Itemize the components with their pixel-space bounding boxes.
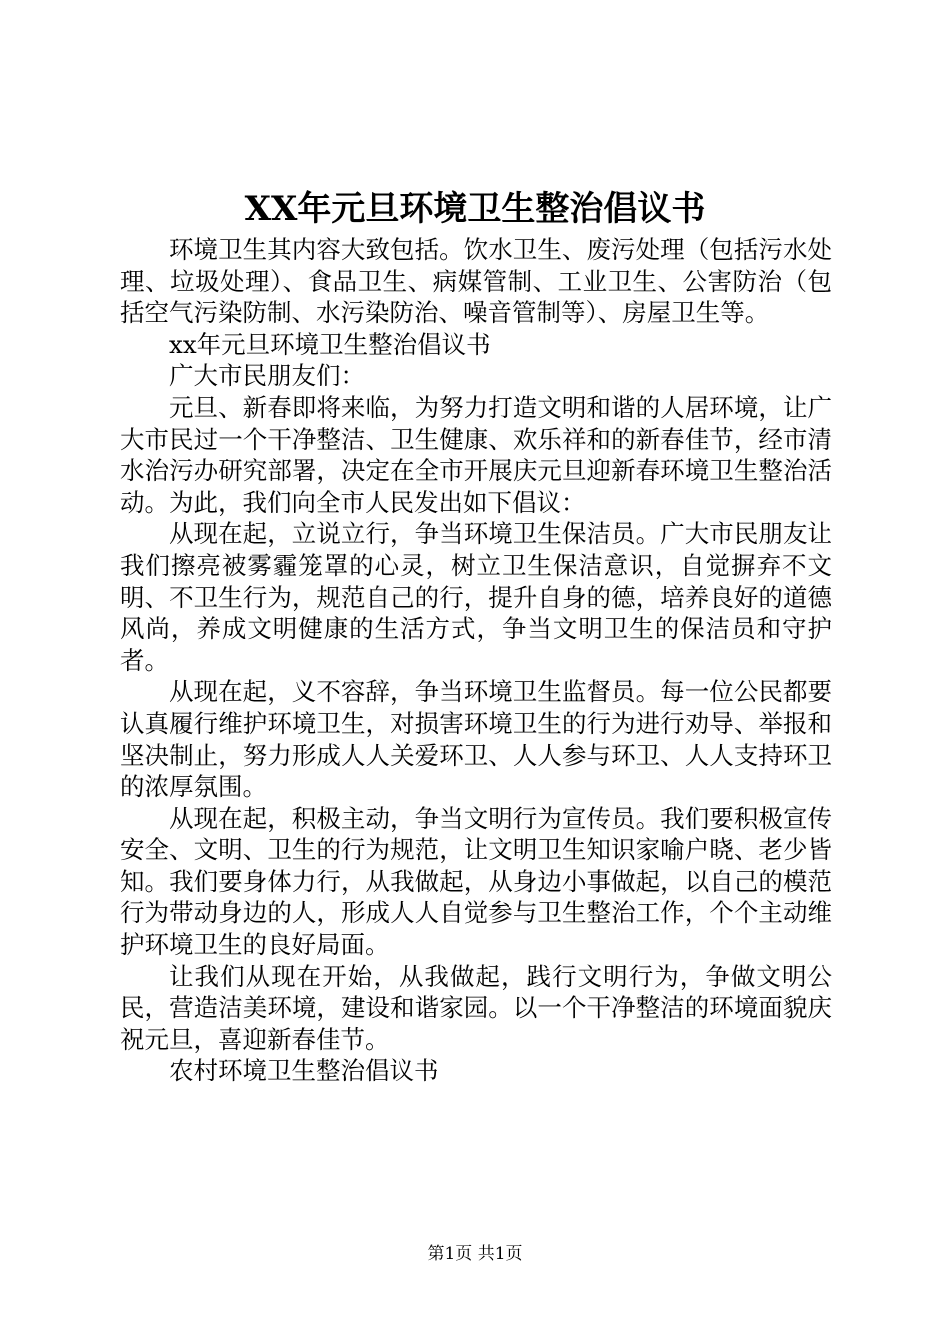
- page-footer: 第1页 共1页: [427, 1244, 523, 1264]
- document-body: [120, 234, 832, 1087]
- paragraph-promoter: 从现在起，积极主动，争当文明行为宣传员。我们要积极宣传安全、文明、卫生的行为规范，让文明卫生知识家喻户晓、老少皆知。我们要身体力行，从我做起，从身边小事做起，以自己的模范行为带动身边的人，形成人人自觉参与卫生整治工作，个个主动维护环境卫生的良好局面。: [120, 803, 832, 960]
- paragraph-cleaner: 从现在起，立说立行，争当环境卫生保洁员。广大市民朋友让我们擦亮被雾霾笼罩的心灵，树立卫生保洁意识，自觉摒弃不文明、不卫生行为，规范自己的行，提升自身的德，培养良好的道德风尚，养成文明健康的生活方式，争当文明卫生的保洁员和守护者。: [120, 519, 832, 675]
- paragraph-intro: 环境卫生其内容大致包括。饮水卫生、废污处理（包括污水处理、垃圾处理）、食品卫生、病媒管制、工业卫生、公害防治（包括空气污染防制、水污染防治、噪音管制等）、房屋卫生等。: [120, 235, 832, 328]
- paragraph-supervisor: 从现在起，义不容辞，争当环境卫生监督员。每一位公民都要认真履行维护环境卫生，对损害环境卫生的行为进行劝导、举报和坚决制止，努力形成人人关爱环卫、人人参与环卫、人人支持环卫的浓厚氛围。: [120, 677, 832, 802]
- paragraph-subtitle: xx年元旦环境卫生整治倡议书: [169, 329, 491, 359]
- document-title: XX年元旦环境卫生整治倡议书: [244, 189, 706, 229]
- paragraph-next-title: 农村环境卫生整治倡议书: [169, 1056, 439, 1086]
- paragraph-closing: 让我们从现在开始，从我做起，践行文明行为，争做文明公民，营造洁美环境，建设和谐家园。以一个干净整洁的环境面貌庆祝元旦，喜迎新春佳节。: [120, 961, 832, 1054]
- paragraph-opening: 元旦、新春即将来临，为努力打造文明和谐的人居环境，让广大市民过一个干净整洁、卫生健康、欢乐祥和的新春佳节，经市清水治污办研究部署，决定在全市开展庆元旦迎新春环境卫生整治活动。为此，我们向全市人民发出如下倡议：: [120, 392, 832, 517]
- paragraph-salutation: 广大市民朋友们：: [169, 361, 365, 391]
